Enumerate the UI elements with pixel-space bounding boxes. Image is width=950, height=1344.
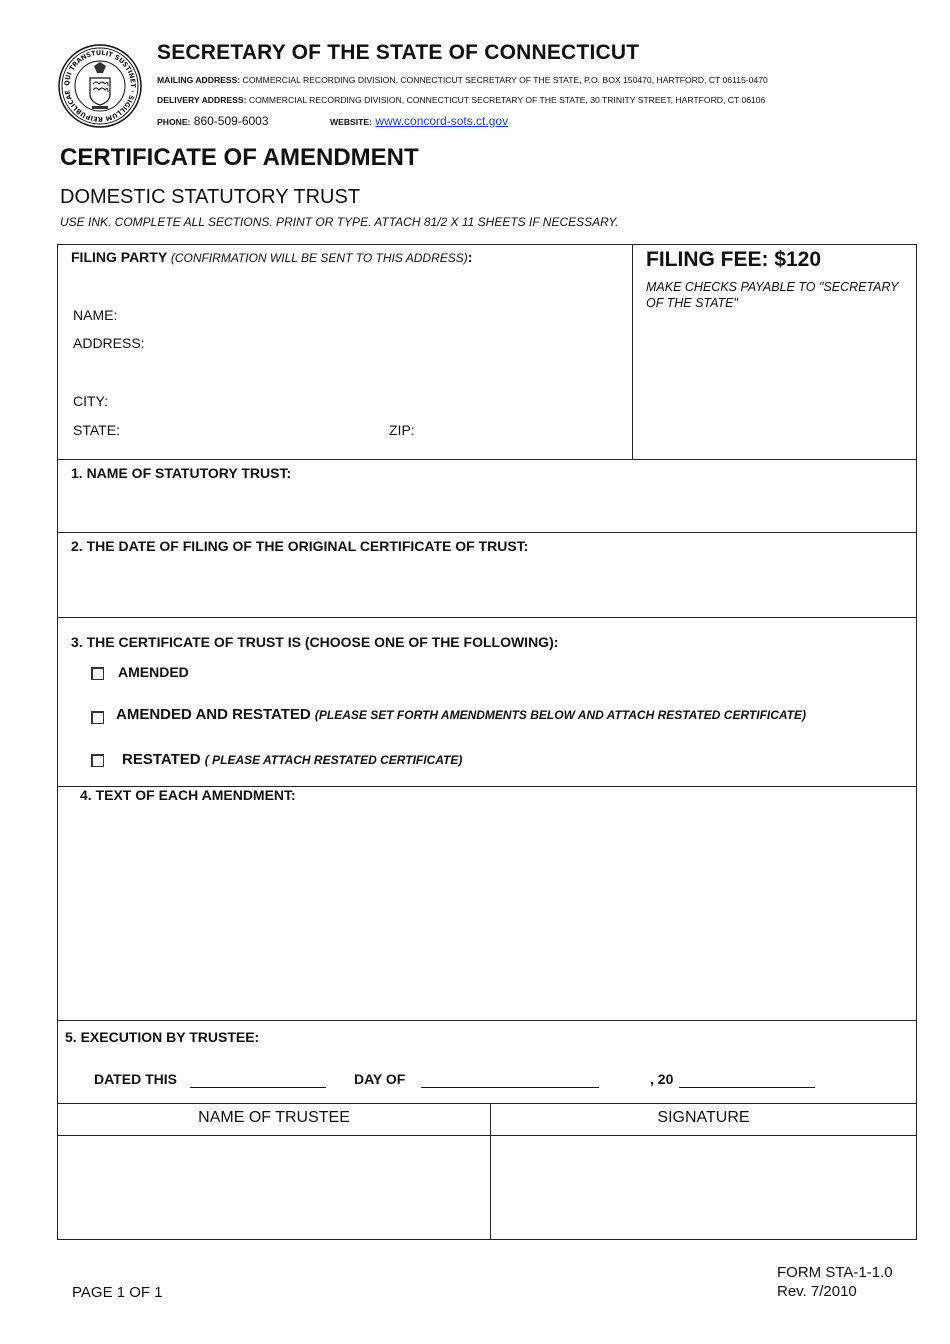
divider-5 [57,1020,917,1021]
option-amended-label: AMENDED [118,664,189,680]
agency-title: SECRETARY OF THE STATE OF CONNECTICUT [157,41,640,64]
amendment-text-area[interactable] [58,810,916,1018]
filing-party-heading [71,249,472,265]
day-of-line[interactable] [421,1087,599,1088]
website-row [330,114,508,128]
filing-party-colon: : [467,249,473,265]
form-number: FORM STA-1-1.0 [777,1264,893,1281]
delivery-address-value: COMMERCIAL RECORDING DIVISION, CONNECTICUT SECRETARY OF THE STATE, 30 TRINITY STREET, HARTFORD, CT 06106 [248,95,766,105]
city-field-label[interactable]: CITY: [73,393,109,409]
dated-this-label: DATED THIS [94,1071,177,1087]
signature-header: SIGNATURE [657,1109,750,1126]
section-5-label: 5. EXECUTION BY TRUSTEE: [65,1029,260,1045]
option-restated-note: ( PLEASE ATTACH RESTATED CERTIFICATE) [204,753,463,767]
name-field-label[interactable]: NAME: [73,307,118,323]
divider-1 [57,459,917,460]
filing-fee-note: MAKE CHECKS PAYABLE TO "SECRETARY OF THE STATE" [646,280,899,310]
year-label: , 20 [650,1071,674,1087]
mailing-address-label: MAILING ADDRESS: [157,75,241,85]
contact-row [157,114,269,128]
option-amended-restated-label: AMENDED AND RESTATED [116,706,311,723]
delivery-address-label: DELIVERY ADDRESS: [157,95,247,105]
option-amended [118,664,189,680]
restated-checkbox[interactable] [91,754,104,767]
section-1-label: 1. NAME OF STATUTORY TRUST: [71,465,292,481]
mailing-address [157,75,768,85]
option-restated [122,751,462,768]
divider-6 [57,1103,917,1104]
amended-restated-checkbox[interactable] [91,711,104,724]
option-amended-restated-note: (PLEASE SET FORTH AMENDMENTS BELOW AND ATTACH RESTATED CERTIFICATE) [314,708,807,722]
original-filing-date-field[interactable] [58,562,916,616]
address-field-label[interactable]: ADDRESS: [73,335,145,351]
mailing-address-value: COMMERCIAL RECORDING DIVISION, CONNECTICUT SECRETARY OF THE STATE, P.O. BOX 150470, HARTFORD, CT 06115-0470 [242,75,768,85]
state-seal [58,44,142,128]
section-3-label: 3. THE CERTIFICATE OF TRUST IS (CHOOSE ONE OF THE FOLLOWING): [71,634,559,650]
form-revision: Rev. 7/2010 [777,1283,857,1300]
option-restated-label: RESTATED [122,751,201,768]
day-of-label: DAY OF [354,1071,406,1087]
seal-text: QUI TRANSTULIT SUSTINET · SIGILLUM REIPUBLICAE [62,48,138,124]
trustee-name-field[interactable] [58,1136,489,1239]
website-label: WEBSITE: [330,117,373,127]
section-2-label: 2. THE DATE OF FILING OF THE ORIGINAL CERTIFICATE OF TRUST: [71,538,529,554]
phone-value: 860-509-6003 [193,114,269,128]
signature-field[interactable] [491,1136,916,1239]
phone-label: PHONE: [157,117,191,127]
filing-party-label: FILING PARTY [71,249,167,265]
form-border [57,244,917,1240]
document-title: CERTIFICATE OF AMENDMENT [60,144,419,171]
website-link[interactable]: www.concord-sots.ct.gov [375,114,509,128]
amended-checkbox[interactable] [91,667,104,680]
year-line[interactable] [679,1087,815,1088]
document-subtitle: DOMESTIC STATUTORY TRUST [60,186,361,208]
option-amended-restated [116,706,806,723]
section-4-label: 4. TEXT OF EACH AMENDMENT: [80,787,296,803]
filing-party-note: (CONFIRMATION WILL BE SENT TO THIS ADDRESS) [170,251,468,265]
divider-3 [57,617,917,618]
dated-this-line[interactable] [190,1087,326,1088]
zip-field-label[interactable]: ZIP: [389,422,415,438]
filing-fee-title: FILING FEE: $120 [646,248,822,271]
form-instructions: USE INK. COMPLETE ALL SECTIONS. PRINT OR TYPE. ATTACH 81/2 X 11 SHEETS IF NECESSARY. [60,215,619,229]
trust-name-field[interactable] [58,488,916,531]
state-field-label[interactable]: STATE: [73,422,120,438]
trustee-name-header: NAME OF TRUSTEE [198,1109,350,1126]
delivery-address [157,95,765,105]
divider-2 [57,532,917,533]
page-number: PAGE 1 OF 1 [72,1284,163,1301]
fee-divider [632,244,633,460]
